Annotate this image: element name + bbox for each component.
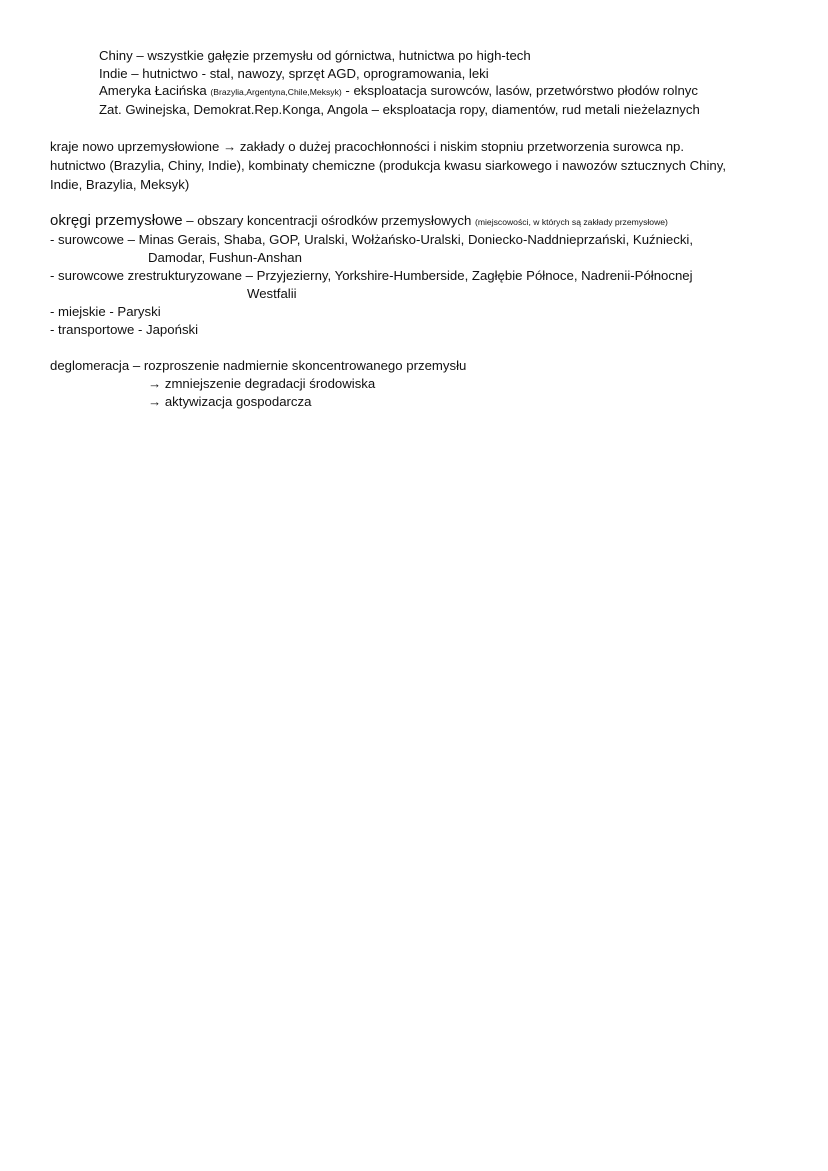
ameryka-countries-note: (Brazylia,Argentyna,Chile,Meksyk) <box>210 87 342 97</box>
nic-line-3: Indie, Brazylia, Meksyk) <box>50 177 190 192</box>
line-chiny: Chiny – wszystkie gałęzie przemysłu od górnictwa, hutnictwa po high-tech <box>99 48 531 63</box>
ameryka-label: Ameryka Łacińska <box>99 83 211 98</box>
districts-definition: – obszary koncentracji ośrodków przemysłowych <box>182 213 475 228</box>
ameryka-description: - eksploatacja surowców, lasów, przetwórstwo płodów rolnyc <box>341 83 698 98</box>
deglomeration-effect-2: → aktywizacja gospodarcza <box>148 394 312 409</box>
districts-raw-line-2: Damodar, Fushun-Anshan <box>148 250 302 265</box>
deglomeration-definition: deglomeracja – rozproszenie nadmiernie skoncentrowanego przemysłu <box>50 358 467 373</box>
districts-transport: - transportowe - Japoński <box>50 322 199 337</box>
districts-restructured-line-1: - surowcowe zrestrukturyzowane – Przyjezierny, Yorkshire-Humberside, Zagłębie Północe, Nadrenii-Północnej <box>50 268 693 283</box>
districts-restructured-line-2: Westfalii <box>247 286 297 301</box>
line-zat-gwinejska: Zat. Gwinejska, Demokrat.Rep.Konga, Angola – eksploatacja ropy, diamentów, rud metali nieżelaznych <box>99 102 700 117</box>
districts-raw-line-1: - surowcowe – Minas Gerais, Shaba, GOP, Uralski, Wołżańsko-Uralski, Doniecko-Naddnieprzański, Kuźniecki, <box>50 232 694 247</box>
districts-heading <box>50 212 668 231</box>
nic-line-2: hutnictwo (Brazylia, Chiny, Indie), kombinaty chemiczne (produkcja kwasu siarkowego i nawozów sztucznych Chiny, <box>50 158 727 173</box>
deglomeration-effect-1: → zmniejszenie degradacji środowiska <box>148 376 376 391</box>
line-indie: Indie – hutnictwo - stal, nawozy, sprzęt AGD, oprogramowania, leki <box>99 66 489 81</box>
nic-line-1: kraje nowo uprzemysłowione → zakłady o dużej pracochłonności i niskim stopniu przetworzenia surowca np. <box>50 139 685 154</box>
districts-term: okręgi przemysłowe <box>50 212 183 229</box>
districts-urban: - miejskie - Paryski <box>50 304 161 319</box>
line-ameryka-lacinska <box>99 82 698 101</box>
districts-note: (miejscowości, w których są zakłady przemysłowe) <box>474 217 668 227</box>
